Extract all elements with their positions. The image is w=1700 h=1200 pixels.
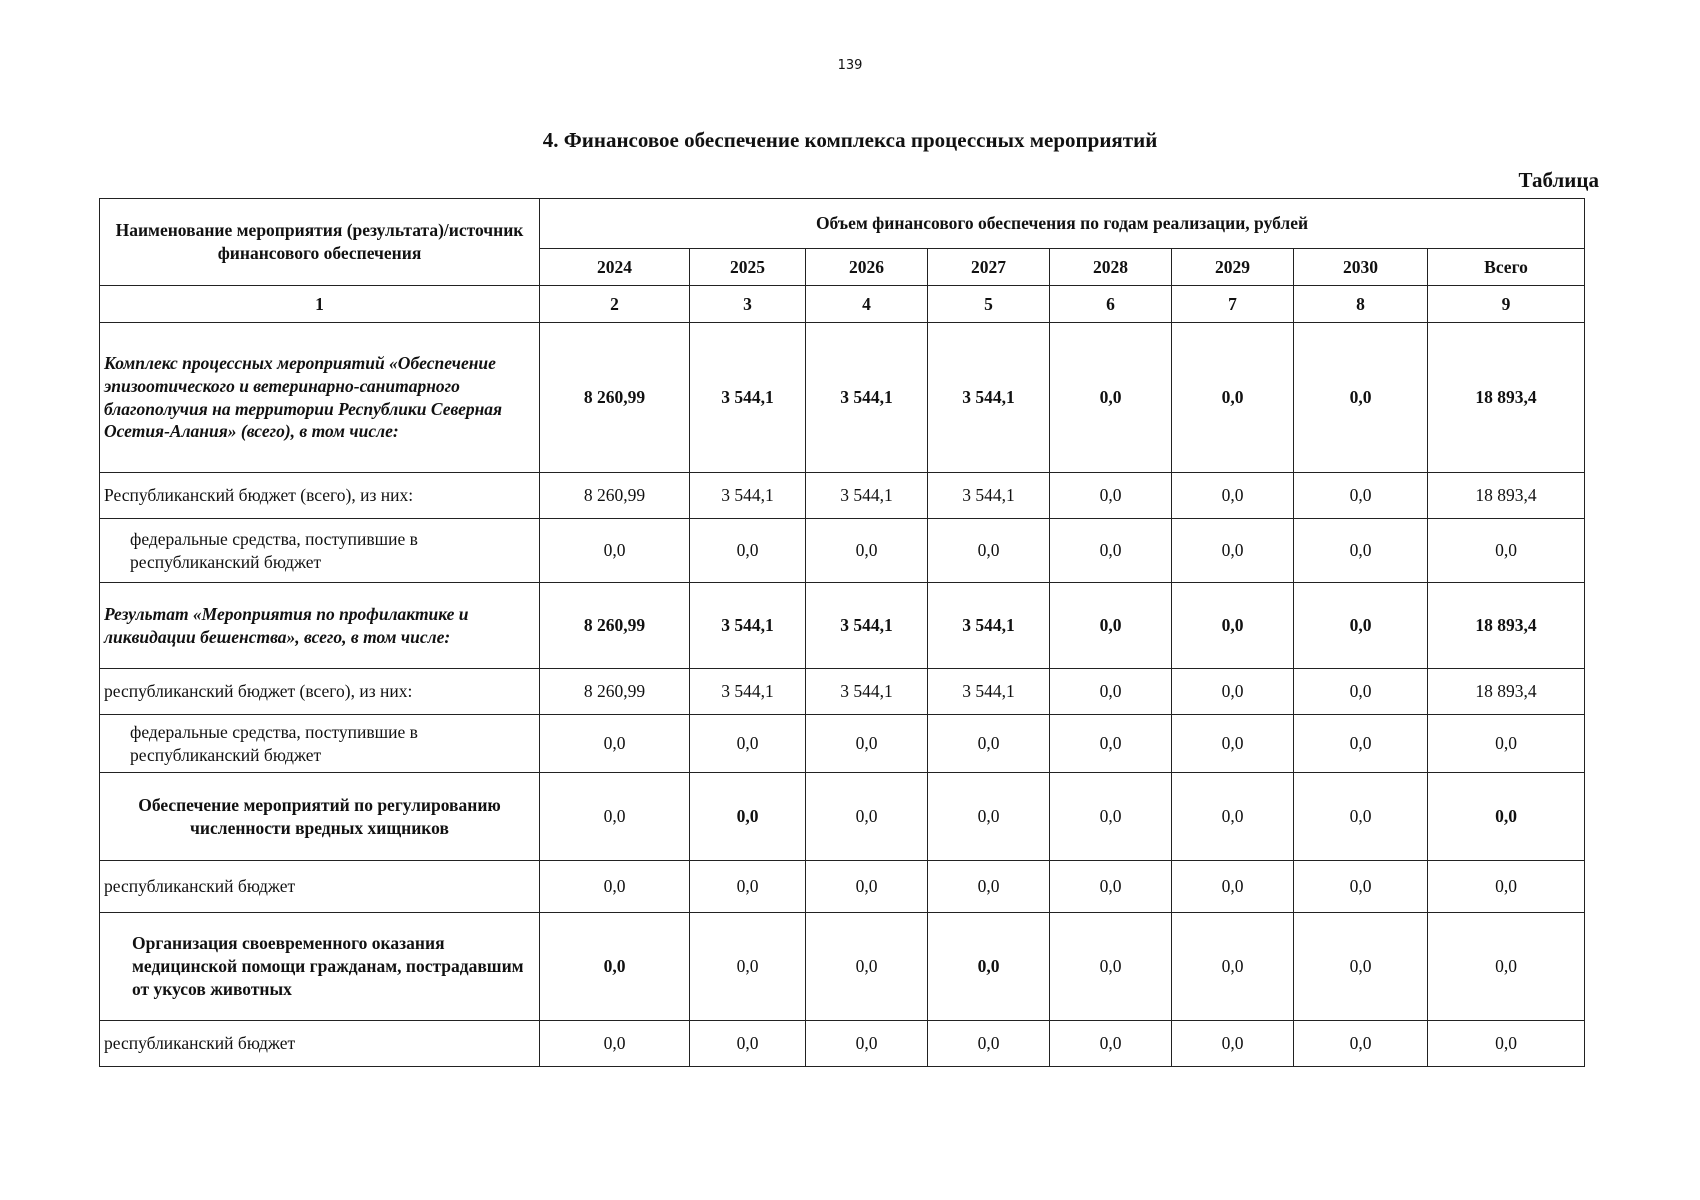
- col-number: 8: [1294, 286, 1428, 323]
- table-row: [100, 773, 1585, 861]
- cell-value: 0,0: [1294, 715, 1428, 773]
- row-name: Результат «Мероприятия по профилактике и ликвидации бешенства», всего, в том числе:: [100, 583, 540, 669]
- cell-value: 0,0: [1172, 773, 1294, 861]
- cell-value: 0,0: [806, 773, 928, 861]
- cell-value: 0,0: [928, 715, 1050, 773]
- table-row: [100, 519, 1585, 583]
- row-name: Комплекс процессных мероприятий «Обеспечение эпизоотического и ветеринарно-санитарного благополучия на территории Республики Северная Осетия-Алания» (всего), в том числе:: [100, 323, 540, 473]
- table-row: [100, 669, 1585, 715]
- row-name: республиканский бюджет: [100, 1021, 540, 1067]
- header-name-column: Наименование мероприятия (результата)/источник финансового обеспечения: [100, 199, 540, 286]
- cell-value: 0,0: [1172, 323, 1294, 473]
- cell-value: 0,0: [1050, 715, 1172, 773]
- header-year-2029: 2029: [1172, 249, 1294, 286]
- col-number: 7: [1172, 286, 1294, 323]
- cell-total: 0,0: [1428, 715, 1585, 773]
- cell-total: 0,0: [1428, 913, 1585, 1021]
- cell-value: 0,0: [690, 861, 806, 913]
- cell-value: 0,0: [928, 861, 1050, 913]
- table-caption: Таблица: [1518, 168, 1599, 192]
- header-year-2025: 2025: [690, 249, 806, 286]
- table-row: [100, 913, 1585, 1021]
- col-number: 5: [928, 286, 1050, 323]
- cell-value: 0,0: [1172, 861, 1294, 913]
- row-name: федеральные средства, поступившие в республиканский бюджет: [100, 519, 540, 583]
- cell-value: 0,0: [1294, 473, 1428, 519]
- cell-total: 0,0: [1428, 773, 1585, 861]
- cell-value: 0,0: [1172, 669, 1294, 715]
- cell-value: 3 544,1: [928, 473, 1050, 519]
- cell-value: 0,0: [806, 1021, 928, 1067]
- cell-value: 0,0: [1294, 519, 1428, 583]
- table-row: [100, 323, 1585, 473]
- cell-value: 3 544,1: [690, 473, 806, 519]
- cell-value: 8 260,99: [540, 583, 690, 669]
- cell-value: 0,0: [540, 715, 690, 773]
- cell-value: 0,0: [1294, 861, 1428, 913]
- cell-value: 0,0: [928, 1021, 1050, 1067]
- cell-value: 0,0: [928, 773, 1050, 861]
- header-group-label: Объем финансового обеспечения по годам реализации, рублей: [540, 199, 1585, 249]
- cell-value: 0,0: [1050, 913, 1172, 1021]
- row-name: Обеспечение мероприятий по регулированию численности вредных хищников: [100, 773, 540, 861]
- col-number: 1: [100, 286, 540, 323]
- row-name: Республиканский бюджет (всего), из них:: [100, 473, 540, 519]
- cell-value: 0,0: [1050, 1021, 1172, 1067]
- cell-value: 0,0: [806, 519, 928, 583]
- cell-total: 0,0: [1428, 861, 1585, 913]
- cell-value: 0,0: [1172, 583, 1294, 669]
- cell-value: 0,0: [1294, 773, 1428, 861]
- cell-value: 0,0: [540, 519, 690, 583]
- header-year-2024: 2024: [540, 249, 690, 286]
- section-title: 4. Финансовое обеспечение комплекса процессных мероприятий: [542, 128, 1158, 152]
- col-number: 4: [806, 286, 928, 323]
- cell-value: 0,0: [1050, 519, 1172, 583]
- cell-value: 0,0: [1294, 669, 1428, 715]
- cell-total: 18 893,4: [1428, 583, 1585, 669]
- cell-value: 0,0: [1294, 1021, 1428, 1067]
- cell-value: 0,0: [540, 861, 690, 913]
- cell-value: 0,0: [806, 913, 928, 1021]
- row-name: республиканский бюджет: [100, 861, 540, 913]
- cell-value: 0,0: [806, 861, 928, 913]
- table-row: [100, 473, 1585, 519]
- cell-value: 0,0: [1172, 1021, 1294, 1067]
- row-name: республиканский бюджет (всего), из них:: [100, 669, 540, 715]
- cell-value: 0,0: [1294, 913, 1428, 1021]
- row-name: федеральные средства, поступившие в республиканский бюджет: [100, 715, 540, 773]
- header-year-2030: 2030: [1294, 249, 1428, 286]
- column-number-row: [100, 286, 1585, 323]
- cell-value: 8 260,99: [540, 473, 690, 519]
- cell-value: 0,0: [1294, 323, 1428, 473]
- cell-value: 0,0: [1172, 715, 1294, 773]
- cell-value: 0,0: [540, 773, 690, 861]
- financing-table: [99, 198, 1585, 1067]
- cell-value: 0,0: [928, 519, 1050, 583]
- cell-total: 0,0: [1428, 519, 1585, 583]
- table-row: [100, 583, 1585, 669]
- header-year-2028: 2028: [1050, 249, 1172, 286]
- cell-value: 3 544,1: [806, 323, 928, 473]
- cell-total: 0,0: [1428, 1021, 1585, 1067]
- cell-value: 8 260,99: [540, 323, 690, 473]
- cell-value: 3 544,1: [928, 583, 1050, 669]
- cell-value: 0,0: [690, 773, 806, 861]
- cell-value: 0,0: [1050, 861, 1172, 913]
- table-row: [100, 715, 1585, 773]
- cell-value: 0,0: [1050, 583, 1172, 669]
- cell-value: 0,0: [1050, 323, 1172, 473]
- page-number: 139: [837, 58, 863, 73]
- cell-value: 3 544,1: [690, 669, 806, 715]
- cell-value: 3 544,1: [928, 323, 1050, 473]
- cell-value: 0,0: [690, 913, 806, 1021]
- cell-value: 0,0: [540, 1021, 690, 1067]
- cell-value: 0,0: [540, 913, 690, 1021]
- col-number: 3: [690, 286, 806, 323]
- cell-value: 0,0: [1050, 773, 1172, 861]
- cell-value: 3 544,1: [690, 323, 806, 473]
- cell-value: 0,0: [806, 715, 928, 773]
- cell-value: 3 544,1: [806, 669, 928, 715]
- col-number: 9: [1428, 286, 1585, 323]
- header-total: Всего: [1428, 249, 1585, 286]
- cell-value: 0,0: [1172, 519, 1294, 583]
- cell-value: 0,0: [1172, 473, 1294, 519]
- table-row: [100, 861, 1585, 913]
- header-year-2027: 2027: [928, 249, 1050, 286]
- cell-value: 8 260,99: [540, 669, 690, 715]
- cell-value: 0,0: [1050, 669, 1172, 715]
- cell-value: 0,0: [1294, 583, 1428, 669]
- cell-value: 0,0: [1172, 913, 1294, 1021]
- cell-total: 18 893,4: [1428, 669, 1585, 715]
- cell-value: 0,0: [928, 913, 1050, 1021]
- cell-value: 0,0: [1050, 473, 1172, 519]
- cell-value: 0,0: [690, 1021, 806, 1067]
- cell-value: 3 544,1: [806, 583, 928, 669]
- cell-value: 3 544,1: [928, 669, 1050, 715]
- row-name: Организация своевременного оказания медицинской помощи гражданам, пострадавшим от укусов животных: [100, 913, 540, 1021]
- col-number: 6: [1050, 286, 1172, 323]
- cell-value: 0,0: [690, 519, 806, 583]
- cell-value: 0,0: [690, 715, 806, 773]
- cell-total: 18 893,4: [1428, 473, 1585, 519]
- col-number: 2: [540, 286, 690, 323]
- cell-value: 3 544,1: [806, 473, 928, 519]
- table-row: [100, 1021, 1585, 1067]
- header-year-2026: 2026: [806, 249, 928, 286]
- cell-value: 3 544,1: [690, 583, 806, 669]
- cell-total: 18 893,4: [1428, 323, 1585, 473]
